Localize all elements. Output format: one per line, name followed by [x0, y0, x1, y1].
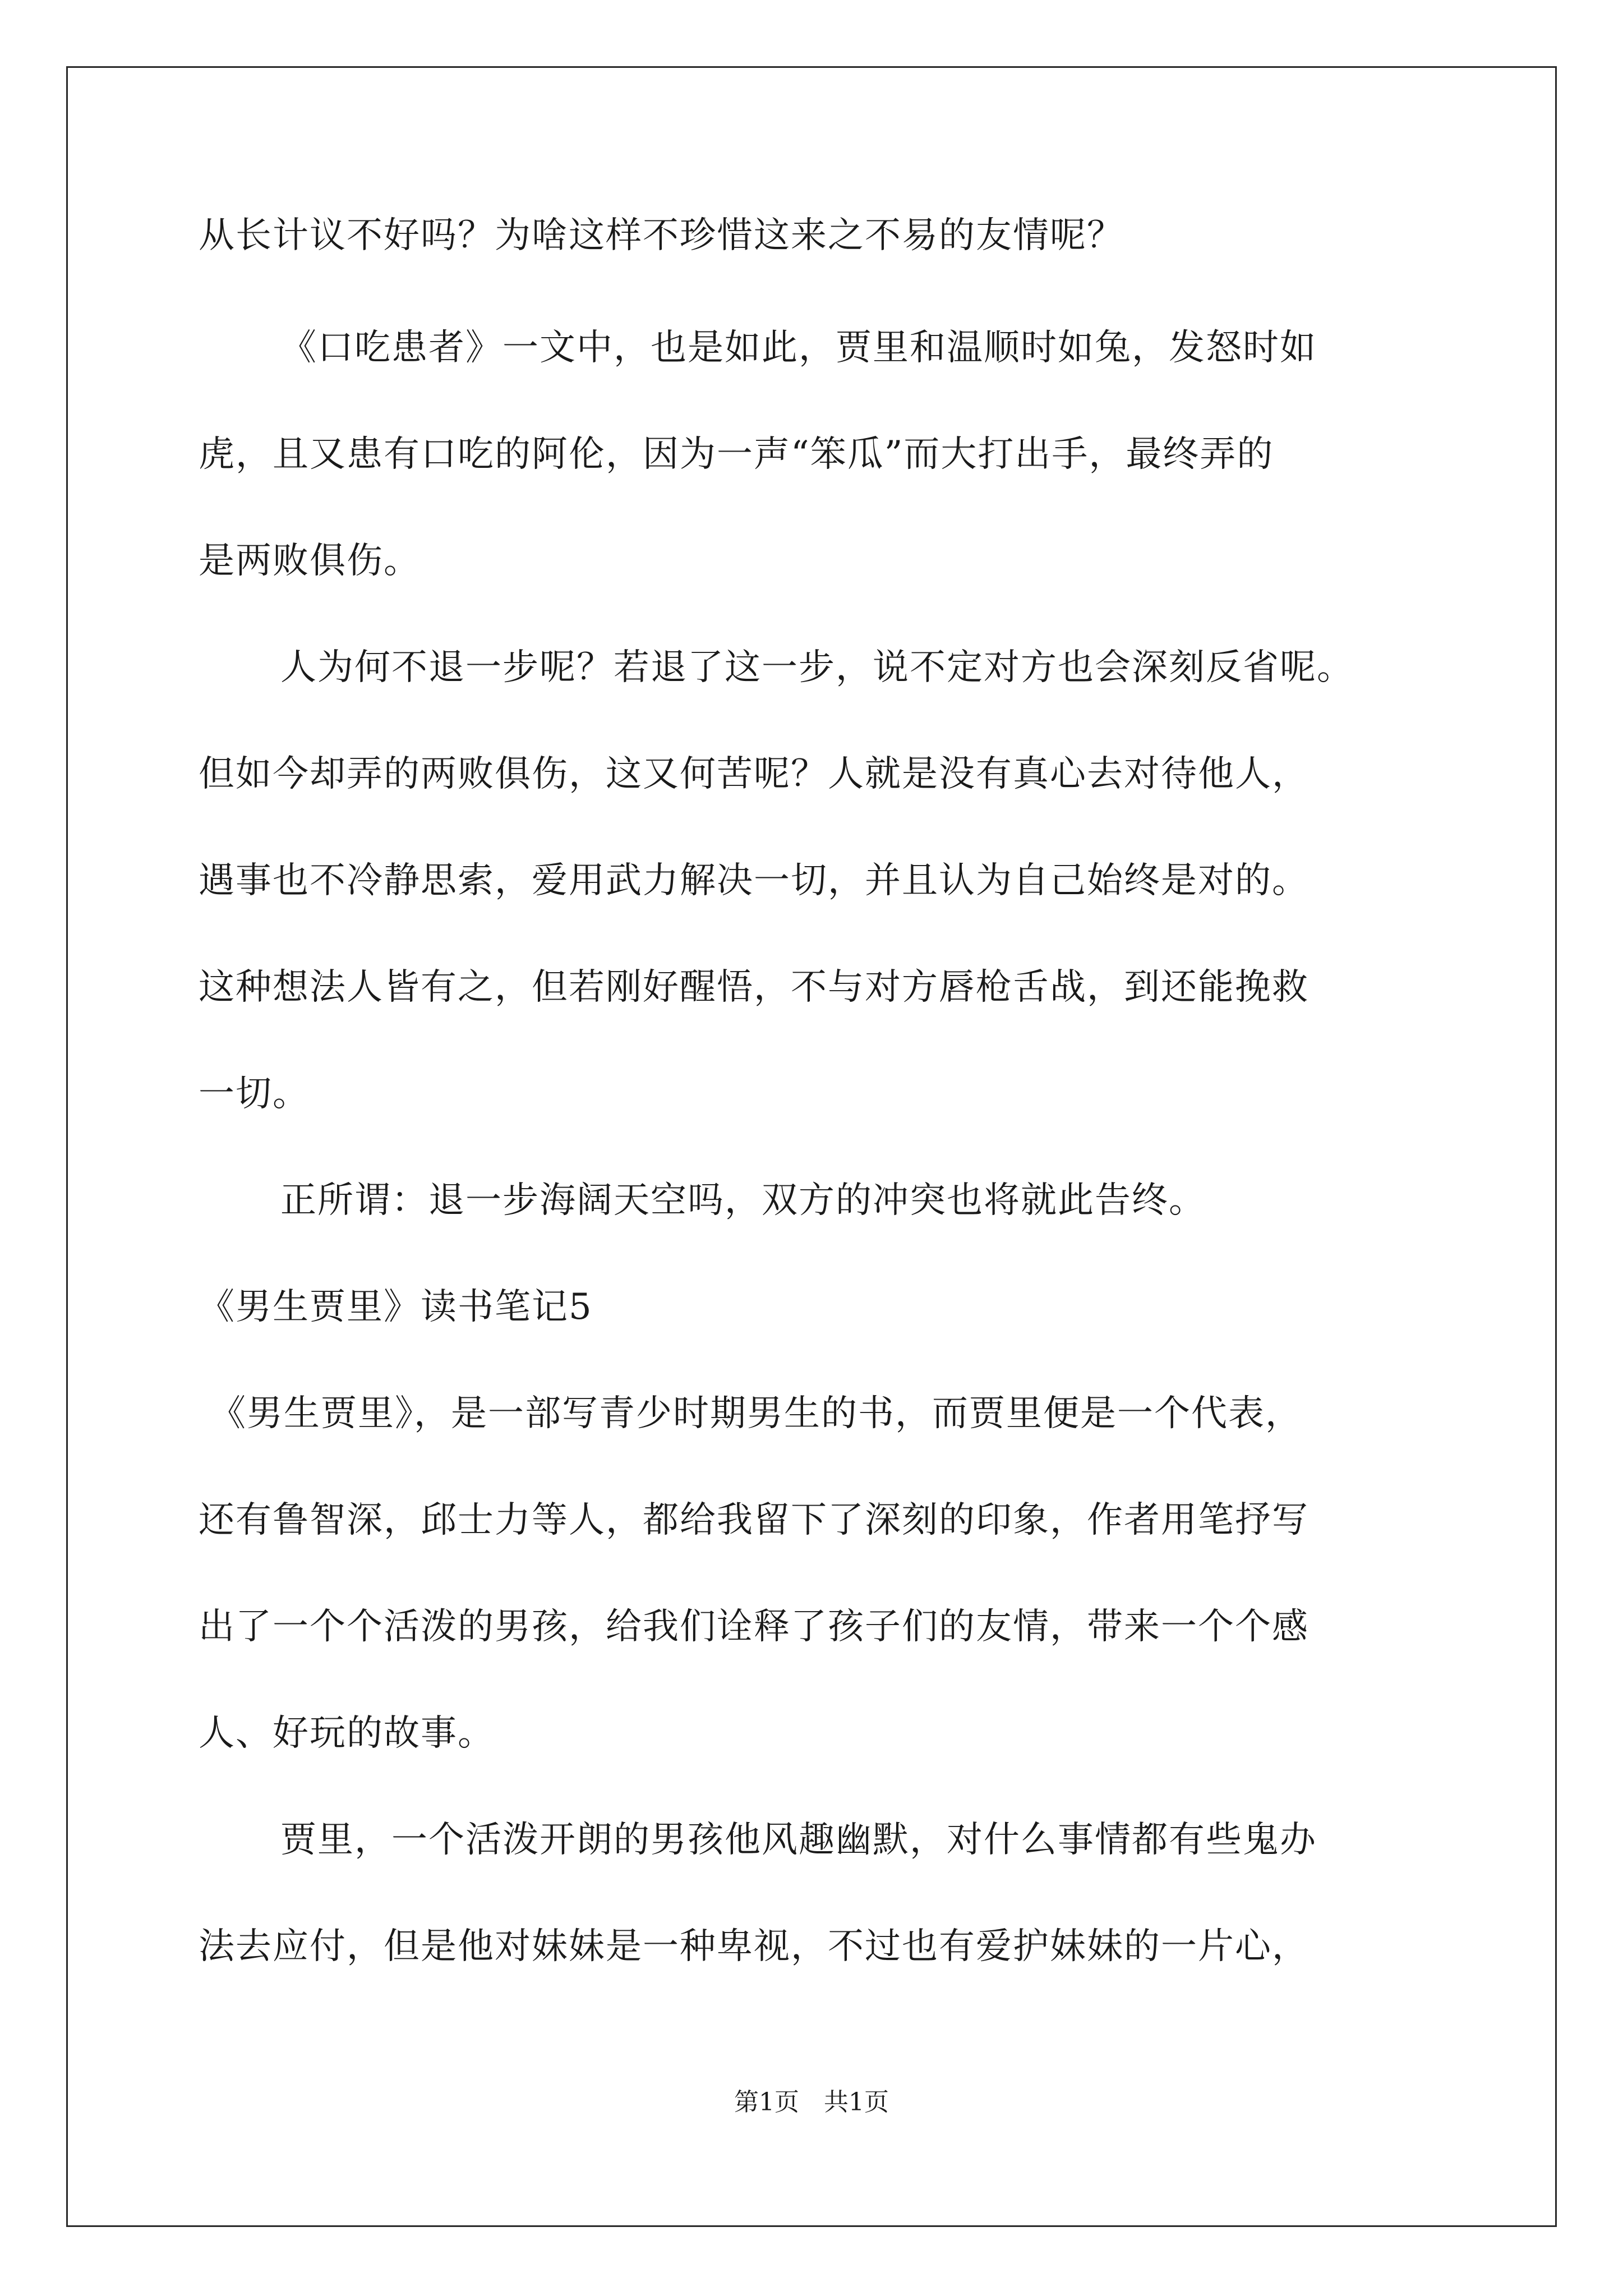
text-line-10: 正所谓：退一步海阔天空吗，双方的冲突也将就此告终。	[280, 1180, 1206, 1221]
text-line-2: 《口吃患者》一文中，也是如此，贾里和温顺时如兔，发怒时如	[280, 327, 1317, 369]
text-line-4: 是两败俱伤。	[199, 540, 421, 582]
text-line-1: 从长计议不好吗？为啥这样不珍惜这来之不易的友情呢？	[199, 215, 1124, 256]
text-line-5: 人为何不退一步呢？若退了这一步，说不定对方也会深刻反省呢。	[280, 647, 1354, 688]
text-line-7: 遇事也不冷静思索，爱用武力解决一切，并且认为自己始终是对的。	[199, 860, 1309, 901]
page-footer: 第1页 共1页	[734, 2088, 889, 2116]
page-border	[66, 66, 1557, 2227]
text-line-14: 出了一个个活泼的男孩，给我们诠释了孩子们的友情，带来一个个感	[199, 1606, 1309, 1648]
text-line-15: 人、好玩的故事。	[199, 1713, 495, 1754]
text-line-3: 虎，且又患有口吃的阿伦，因为一声“笨瓜”而大打出手，最终弄的	[199, 434, 1274, 475]
text-line-9: 一切。	[199, 1073, 310, 1115]
text-line-17: 法去应付，但是他对妹妹是一种卑视，不过也有爱护妹妹的一片心，	[199, 1926, 1309, 1967]
text-line-8: 这种想法人皆有之，但若刚好醒悟，不与对方唇枪舌战，到还能挽救	[199, 967, 1309, 1008]
text-line-13: 还有鲁智深，邱士力等人，都给我留下了深刻的印象，作者用笔抒写	[199, 1499, 1309, 1541]
text-line-16: 贾里，一个活泼开朗的男孩他风趣幽默，对什么事情都有些鬼办	[280, 1819, 1317, 1861]
text-line-12: 《男生贾里》，是一部写青少时期男生的书，而贾里便是一个代表，	[210, 1393, 1302, 1434]
text-line-6: 但如今却弄的两败俱伤，这又何苦呢？人就是没有真心去对待他人，	[199, 753, 1309, 795]
section-heading: 《男生贾里》读书笔记5	[199, 1286, 593, 1328]
